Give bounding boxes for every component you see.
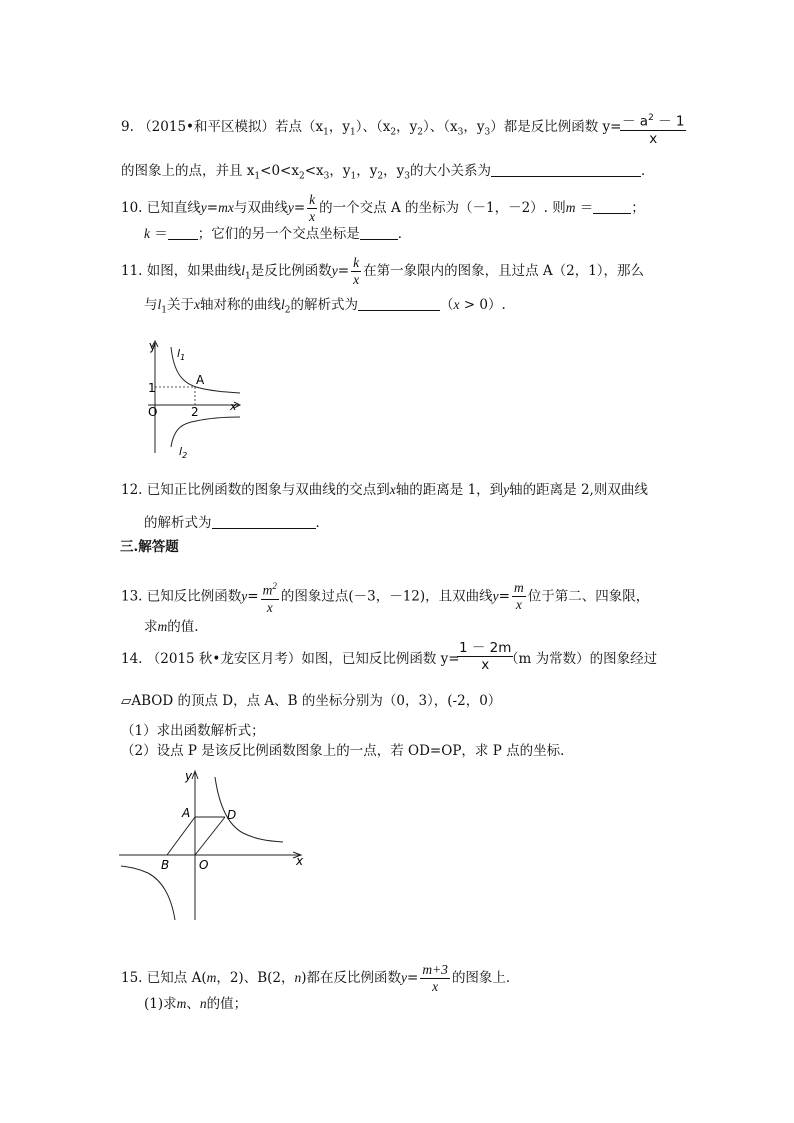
question-15-line-1: 15. 已知点 A(m，2)、B(2，n)都在反比例函数y= $\frac{m+3}{x}$ 的图象上．	[121, 962, 520, 994]
question-14-line-1-tail: （m 为常数）的图象经过	[505, 651, 658, 667]
question-14-line-1: 14. （2015 秋•龙安区月考）如图，已知反比例函数 y=	[121, 651, 460, 667]
segment-ab	[167, 817, 195, 855]
question-number: 11.	[121, 263, 143, 279]
fraction-m2-over-x: $\frac{m^2}{x}$	[261, 578, 279, 616]
answer-blank[interactable]	[168, 225, 198, 240]
point-b-label: B	[161, 858, 170, 872]
question-number: 12.	[121, 482, 143, 498]
question-number: 9.	[121, 119, 134, 135]
y-axis-label: y	[149, 339, 157, 353]
question-14-line-2: ▱ABOD 的顶点 D，点 A、B 的坐标分别为（0，3），(-2，0）	[121, 693, 502, 709]
x-axis-label: x	[230, 400, 237, 413]
answer-blank[interactable]	[593, 199, 631, 214]
x-axis-label: x	[296, 854, 304, 868]
hyperbola-branch-3	[121, 866, 175, 920]
question-10-line-1: 10. 已知直线y=mx与双曲线y= $\frac{k}{x}$ 的一个交点 A 的坐标为（－1，－2）. 则m ＝ ；	[121, 192, 645, 224]
question-15-part-1: (1)求m、n的值；	[144, 996, 248, 1012]
origin-label: O	[148, 405, 158, 419]
hyperbola-branch-1	[215, 777, 283, 842]
answer-blank[interactable]	[491, 162, 641, 177]
question-number: 14.	[121, 651, 143, 667]
fraction-m-over-x: $\frac{m}{x}$	[513, 580, 524, 613]
fraction-k-over-x: $\frac{k}{x}$	[309, 192, 316, 224]
fraction-q9: $\frac{- a^2 - 1}{x}$	[620, 110, 686, 147]
answer-blank[interactable]	[360, 225, 398, 240]
segment-od	[195, 817, 225, 855]
question-number: 10.	[121, 200, 143, 216]
question-13-line-2: 求m的值.	[144, 619, 199, 635]
question-11-line-2: 与$l_1$关于x轴对称的曲线$l_2$的解析式为 （x > 0）.	[144, 297, 506, 316]
question-10-line-2: k ＝ ；它们的另一个交点坐标是 ．	[144, 226, 412, 242]
question-14-part-1: （1）求出函数解析式；	[121, 723, 265, 739]
curve-l2	[171, 417, 240, 447]
question-14-part-2: （2）设点 P 是该反比例函数图象上的一点，若 OD=OP，求 P 点的坐标．	[121, 743, 574, 759]
label-l1: $l_1$	[177, 347, 186, 362]
question-12-line-2: 的解析式为 ．	[144, 515, 329, 531]
point-a-label: A	[182, 806, 191, 820]
point-d-label: D	[227, 808, 237, 822]
question-9-line-1: 9. （2015•和平区模拟）若点（$x_1$，$y_1$）、（$x_2$，$y_2$）、（$x_3$，$y_3$）都是反比例函数 y=	[121, 119, 622, 138]
label-l2: $l_2$	[179, 445, 188, 460]
tick-label-2: 2	[191, 405, 199, 419]
fraction-k-over-x: $\frac{k}{x}$	[353, 255, 360, 287]
question-number: 15.	[121, 970, 143, 986]
origin-label: O	[199, 858, 209, 872]
question-12-line-1: 12. 已知正比例函数的图象与双曲线的交点到x轴的距离是 1，到y轴的距离是 2,则双曲线	[121, 482, 648, 498]
question-number: 13.	[121, 588, 143, 605]
answer-blank[interactable]	[358, 296, 440, 311]
figure-11-hyperbola	[140, 335, 250, 460]
y-axis-label: y	[185, 769, 193, 783]
question-13-line-1: 13. 已知反比例函数y= $\frac{m^2}{x}$ 的图象过点(－3，－12)，且双曲线y= $\frac{m}{x}$ 位于第二、四象限，	[121, 578, 649, 616]
figure-14-parallelogram	[115, 765, 315, 925]
tick-label-1: 1	[148, 381, 156, 395]
fraction-q14: $\frac{1 - 2m}{x}$	[459, 640, 512, 673]
point-a-label: A	[196, 373, 205, 387]
question-11-line-1: 11. 如图，如果曲线$l_1$是反比例函数y= $\frac{k}{x}$ 在第一象限内的图象，且过点 A（2，1），那么	[121, 255, 645, 287]
section-heading: 三.解答题	[120, 539, 179, 555]
answer-blank[interactable]	[212, 514, 316, 529]
fraction-m-plus-3-over-x: $\frac{m+3}{x}$	[422, 962, 448, 994]
question-9-line-2: 的图象上的点，并且 $x_1<0<x_2<x_3$，$y_1$，$y_2$，$y_3$的大小关系为 ．	[121, 163, 655, 182]
